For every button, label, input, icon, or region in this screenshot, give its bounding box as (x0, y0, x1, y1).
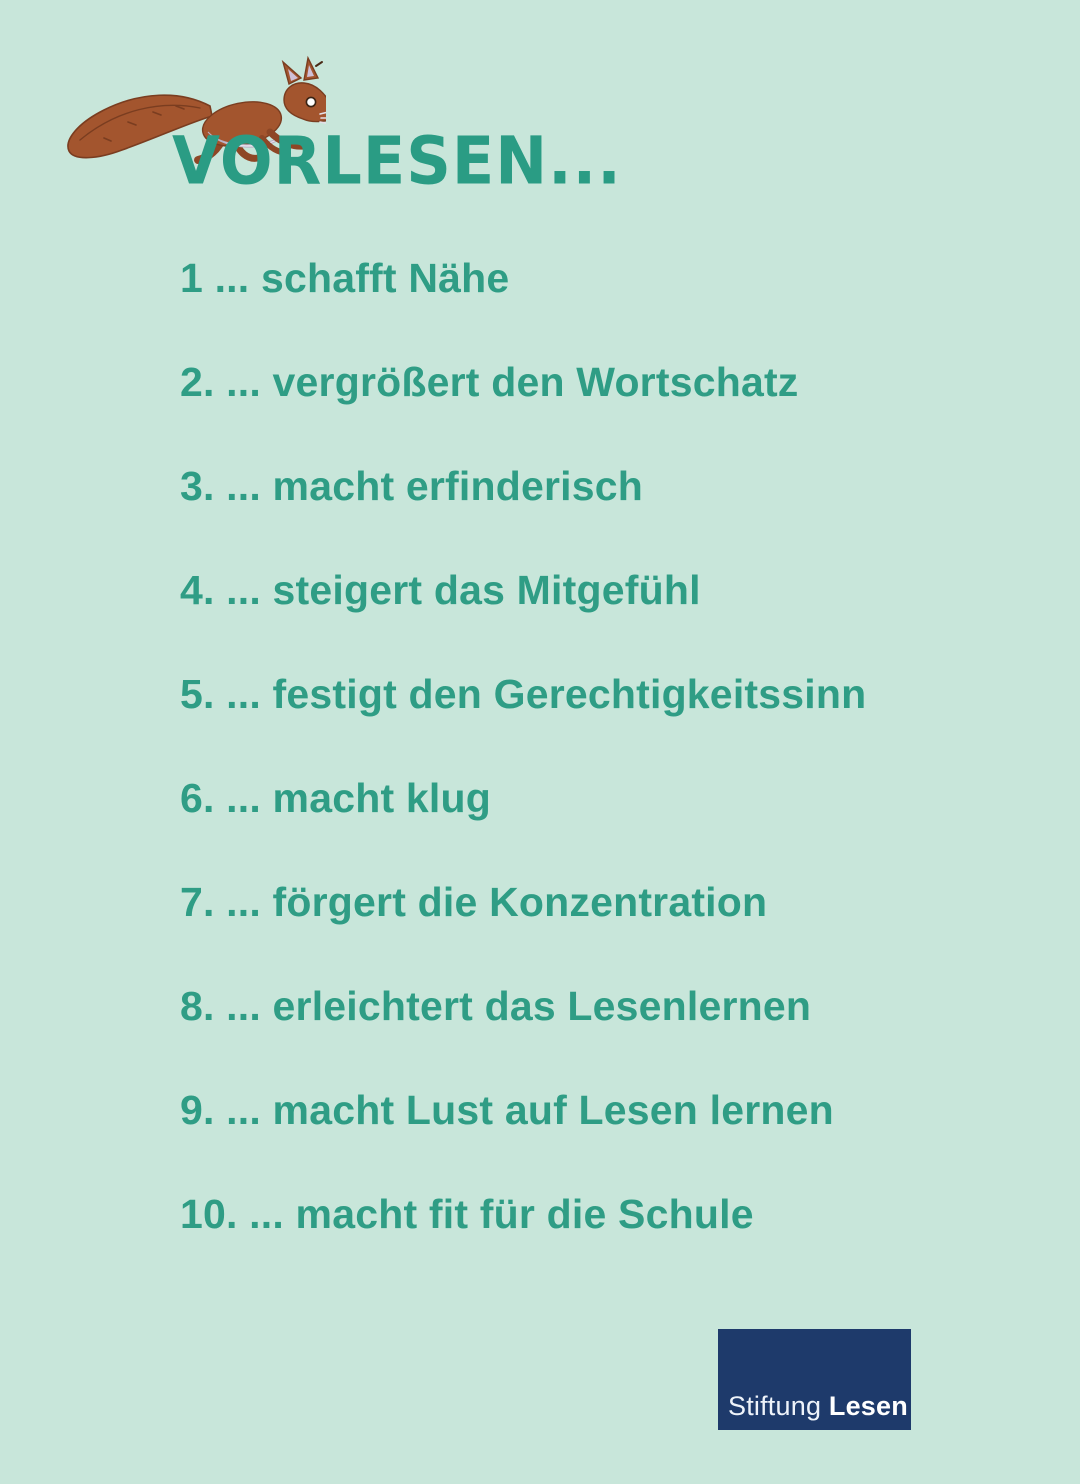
list-item: 1 ... schafft Nähe (180, 255, 510, 301)
logo-text-regular: Stiftung (728, 1391, 829, 1421)
page-title: VORLESEN... (172, 122, 622, 200)
list-item: 9. ... macht Lust auf Lesen lernen (180, 1087, 834, 1133)
list-item: 6. ... macht klug (180, 775, 491, 821)
list-item: 7. ... förgert die Konzentration (180, 879, 768, 925)
logo-text-bold: Lesen (828, 1391, 908, 1421)
list-item: 5. ... festigt den Gerechtigkeitssinn (180, 671, 867, 717)
benefits-list (180, 256, 866, 1237)
logo-text (728, 1391, 908, 1421)
list-item: 4. ... steigert das Mitgefühl (180, 567, 701, 613)
list-item: 8. ... erleichtert das Lesenlernen (180, 983, 812, 1029)
list-item: 2. ... vergrößert den Wortschatz (180, 359, 799, 405)
stiftung-lesen-logo (718, 1329, 911, 1430)
list-item: 10. ... macht fit für die Schule (180, 1191, 754, 1237)
list-item: 3. ... macht erfinderisch (180, 463, 643, 509)
